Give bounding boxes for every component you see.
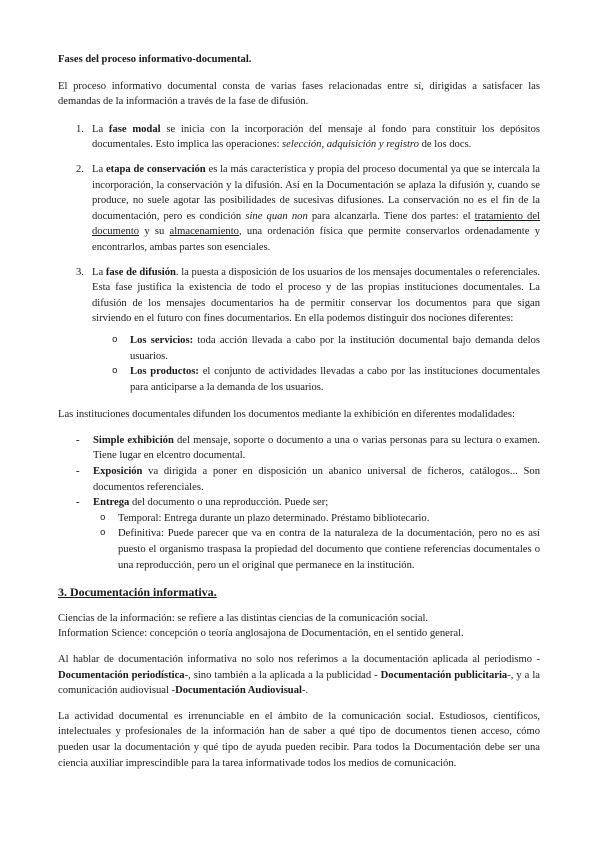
text: el conjunto de actividades llevadas a cabo por las instituciones documentales para anticiparse a la demanda de los usuarios. [130, 366, 540, 393]
bold-term: fase modal [108, 123, 161, 135]
bold-term: etapa de conservación [105, 163, 206, 175]
underlined-term: almacenamiento [169, 226, 239, 238]
list-item [58, 511, 540, 527]
phase-item [58, 122, 540, 153]
italic-term: sine quan non [245, 210, 308, 222]
text: del documento o una reproducción. Puede ser; [129, 497, 329, 509]
section-heading-fases: Fases del proceso informativo-documental. [58, 54, 252, 65]
list-item [58, 433, 540, 464]
italic-term: selección, adquisición y registro [282, 139, 419, 151]
bold-term: Documentación periodística [58, 669, 185, 681]
circle-bullet-icon: o [112, 366, 118, 377]
circle-bullet-icon: o [112, 334, 118, 345]
bold-term: Los servicios: [130, 334, 194, 346]
text: , una ordenación física que permite conservarlos ordenadamente y encontrarlos, ambas partes son esenciales. [92, 226, 540, 253]
bold-term: Exposición [93, 466, 143, 478]
list-item [58, 495, 540, 511]
list-item [92, 333, 540, 364]
bold-term: Entrega [93, 497, 130, 509]
definition-line: Ciencias de la información: se refiere a las distintas ciencias de la comunicación social. [58, 612, 429, 624]
text: -, sino también a la aplicada a la publicidad - [184, 669, 381, 681]
phases-list [58, 122, 540, 396]
modalities-list [58, 433, 540, 511]
text: La [92, 123, 109, 135]
list-item [92, 364, 540, 395]
list-item [58, 526, 540, 573]
intro-paragraph: El proceso informativo documental consta de varias fases relacionadas entre sí, dirigidas a satisfacer las demandas de la información a través de la fase de difusión. [58, 80, 540, 108]
bold-term: Documentación Audiovisual [175, 685, 302, 697]
bold-term: Simple exhibición [93, 434, 174, 446]
bold-term: Documentación publicitaria [380, 669, 508, 681]
text: toda acción llevada a cabo por la institución documental bajo demanda delos usuarios. [130, 334, 540, 362]
circle-bullet-icon: o [100, 528, 106, 539]
text: se inicia con la incorporación del mensaje al fondo para constituir los depósitos documentales. Esto implica las operaciones: [92, 123, 540, 151]
text: -. [301, 685, 309, 697]
text: La [92, 266, 106, 278]
section-heading-documentacion-informativa: 3. Documentación informativa. [58, 585, 217, 600]
text: va dirigida a poner en disposición un abanico universal de ficheros, catálogos... Son documentos referenciales. [93, 466, 540, 493]
paragraph-actividad: La actividad documental es irrenunciable en el ámbito de la comunicación social. Estudiosos, científicos, intelectuales y profesionales de la información han de saber a qué tipo de documentos tienen acceso, cómo pueden usar la documentación y qué tipo de ayuda pueden recibir. Para todos la Documentación debe ser una ciencia auxiliar imprescindible para la tarea informativade todos los medios de comunicación. [58, 710, 540, 769]
paragraph-documentacion [58, 652, 540, 699]
text: y su [139, 226, 170, 238]
phase-item [58, 265, 540, 396]
list-item [58, 464, 540, 495]
text: de los docs. [418, 139, 472, 151]
underlined-term: tratamiento del documento [92, 210, 540, 238]
dash-bullet-icon: - [76, 434, 80, 446]
text: del mensaje, soporte o documento a una o varias personas para su lectura o examen. Tiene lugar en elcentro documental. [93, 434, 540, 462]
text: La [92, 163, 106, 175]
dash-bullet-icon: - [76, 466, 80, 478]
document-page [58, 52, 540, 771]
definition-line: Information Science: concepción o teoría anglosajona de Documentación, en el sentido general. [58, 628, 464, 640]
list-number: 3. [76, 266, 84, 278]
phase-item [58, 162, 540, 256]
text: para alcanzarla. Tiene dos partes: el [307, 210, 475, 222]
text: Al hablar de documentación informativa no solo nos referimos a la documentación aplicada al periodismo - [58, 654, 540, 665]
bold-term: Los productos: [130, 366, 199, 378]
text: -, y a la comunicación audiovisual - [58, 669, 540, 697]
text: Temporal: Entrega durante un plazo determinado. Préstamo bibliotecario. [118, 512, 430, 524]
list-number: 2. [76, 163, 84, 175]
entrega-sub-list [58, 511, 540, 573]
sub-list [92, 333, 540, 395]
dash-bullet-icon: - [76, 497, 80, 509]
circle-bullet-icon: o [100, 512, 106, 523]
modalities-intro: Las instituciones documentales difunden los documentos mediante la exhibición en diferentes modalidades: [58, 409, 515, 421]
list-number: 1. [76, 123, 84, 135]
text: Definitiva: Puede parecer que va en contra de la naturaleza de la documentación, pero no es así puesto el organismo traspasa la propiedad del documento que contiene referencias documentales o una reproducción, pero un el original que permanece en la institución. [118, 528, 540, 571]
text: . la puesta a disposición de los usuarios de los mensajes documentales o referenciales. Esta fase justifica la existencia de todo el proceso y de las propias instituciones documentales. La difusión de los mensajes documentarios ha de permitir conservar los documentos para que sigan sirviendo en el futuro con fines documentarios. En ella podemos distinguir dos nociones diferentes: [92, 266, 540, 325]
bold-term: fase de difusión [105, 266, 176, 278]
text: es la más característica y propia del proceso documental ya que se intercala la incorporación, la conservación y la difusión. Así en la Documentación se aplaza la difusión y, cuando se produce, no suele agotar las posibilidades de sucesivas difusiones. La conservación no es el fin de la documentación, pero es condición [92, 163, 541, 222]
